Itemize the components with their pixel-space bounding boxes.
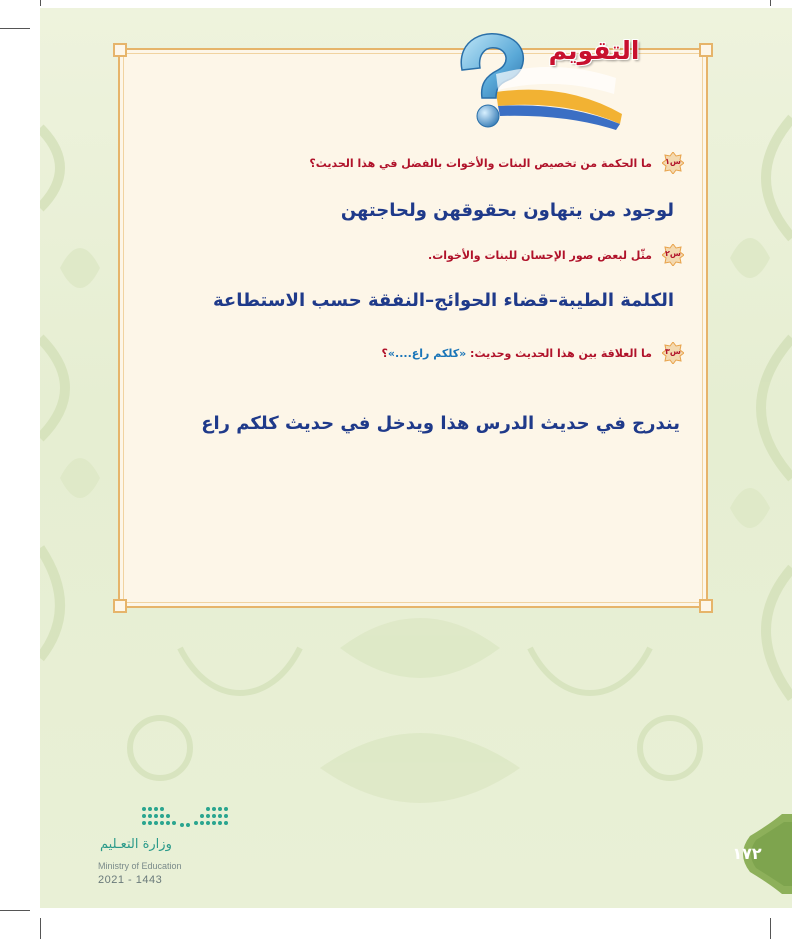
crop-mark	[0, 28, 30, 29]
crop-mark	[40, 0, 41, 6]
question-mark-char: ؟	[381, 346, 388, 360]
question-badge-icon	[662, 342, 684, 364]
question-3	[382, 342, 684, 364]
frame-corner	[699, 599, 713, 613]
question-badge-icon	[662, 244, 684, 266]
ministry-name-english: Ministry of Education	[98, 861, 182, 871]
edition-year: 2021 - 1443	[98, 874, 163, 886]
question-text: ما الحكمة من تخصيص البنات والأخوات بالفضل في هذا الحديث؟	[309, 156, 652, 170]
page-number: ١٧٢	[732, 844, 762, 863]
ministry-logo-icon	[140, 801, 230, 831]
answer-1: لوجود من يتهاون بحقوقهن ولحاجتهن	[340, 200, 674, 221]
answer-2: الكلمة الطيبة–قضاء الحوائج–النفقة حسب الاستطاعة	[212, 290, 674, 311]
question-badge-icon	[662, 152, 684, 174]
question-text: مثّل لبعض صور الإحسان للبنات والأخوات.	[428, 248, 652, 262]
crop-mark	[770, 918, 771, 939]
ministry-name-arabic: وزارة التعـليم	[100, 837, 172, 852]
question-2	[428, 244, 684, 266]
answer-3: يندرج في حديث الدرس هذا ويدخل في حديث كلكم راع	[201, 413, 680, 434]
hadith-quote: «كلكم راع....»	[387, 346, 467, 360]
frame-corner	[113, 43, 127, 57]
evaluation-box	[118, 48, 708, 608]
frame-corner	[699, 43, 713, 57]
question-text	[382, 347, 652, 360]
question-1	[309, 152, 684, 174]
question-badge-label: س٢	[665, 249, 681, 258]
crop-mark	[40, 918, 41, 939]
textbook-page	[40, 8, 792, 908]
section-title: التقويم	[548, 36, 640, 65]
question-badge-label: س٣	[665, 347, 681, 356]
crop-mark	[0, 910, 30, 911]
question-text-part: ما العلاقة بين هذا الحديث وحديث:	[466, 346, 652, 360]
crop-mark	[770, 0, 771, 6]
question-badge-label: س١	[665, 157, 681, 166]
frame-corner	[113, 599, 127, 613]
